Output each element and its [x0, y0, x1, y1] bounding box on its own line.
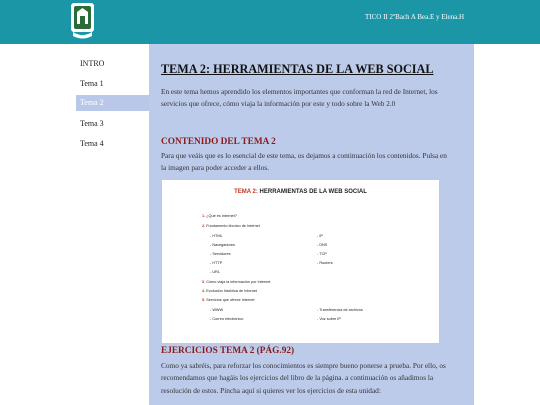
- sub-item: - TCP: [317, 252, 327, 256]
- contenido-paragraph: Para que veáis que es lo esencial de este tema, os dejamos a continuación los contenidos. Pulsa en la imagen para poder acceder a ellos.: [161, 151, 447, 173]
- contenido-heading: CONTENIDO DEL TEMA 2: [161, 137, 276, 147]
- sidebar-item-intro[interactable]: INTRO: [80, 59, 105, 68]
- ejercicios-heading: EJERCICIOS TEMA 2 (PÁG.92): [161, 346, 295, 356]
- item-number: 3.: [202, 280, 206, 284]
- item-text: Servicios que ofrece Internet: [206, 298, 255, 302]
- sub-item: - URL: [210, 270, 220, 274]
- sub-item: - Voz sobre IP: [317, 317, 341, 321]
- item-number: 4.: [202, 289, 206, 293]
- item-text: Evolución histórica de Internet: [206, 289, 258, 293]
- site-title: TICO II 2ºBach A Bea.E y Elena.H: [365, 13, 464, 21]
- sidebar-item-tema-4[interactable]: Tema 4: [80, 139, 104, 148]
- list-item: [202, 280, 270, 284]
- page-title: TEMA 2: HERRAMIENTAS DE LA WEB SOCIAL: [161, 62, 434, 76]
- sub-item: - Correo electrónico: [210, 317, 244, 321]
- item-text: ¿Qué es Internet?: [206, 214, 237, 218]
- sidebar-item-tema-2[interactable]: Tema 2: [76, 95, 149, 111]
- site-header: [0, 0, 540, 44]
- item-text: Cómo viaja la información por Internet: [206, 280, 271, 284]
- school-crest-icon[interactable]: [69, 2, 96, 41]
- sub-item: - Navegadores: [210, 243, 235, 247]
- sub-item: - HTTP: [210, 261, 223, 265]
- intro-paragraph: En este tema hemos aprendido los elementos importantes que conforman la red de Internet, los servicios que ofrece, cómo viaja la información por este y todo sobre la Web 2.0: [161, 87, 438, 109]
- list-item: [202, 214, 237, 218]
- item-text: Fundamento técnico de Internet: [206, 224, 260, 228]
- contenidos-image-link[interactable]: [161, 179, 440, 344]
- ejercicios-paragraph: Como ya sabréis, para reforzar los conocimientos es siempre bueno ponerse a prueba. Por ello, os recomendamos que hagáis los ejercicios del libro de la página. a continuación os añadimos la resolución de estos. Pincha aquí si quieres ver los ejercicios de esta unidad:: [161, 361, 446, 395]
- image-title: [162, 189, 439, 195]
- item-number: 5.: [202, 298, 206, 302]
- sidebar-nav: [66, 44, 149, 405]
- main-content: [149, 44, 474, 405]
- list-item: [202, 224, 260, 228]
- sub-item: - WWW: [210, 308, 224, 312]
- image-title-text: HERRAMIENTAS DE LA WEB SOCIAL: [259, 189, 367, 195]
- image-title-prefix: TEMA 2:: [234, 189, 258, 195]
- sub-item: - DNS: [317, 243, 328, 247]
- sub-item: - IP: [317, 234, 323, 238]
- sidebar-item-tema-3[interactable]: Tema 3: [80, 119, 104, 128]
- item-number: 2.: [202, 224, 206, 228]
- sub-item: - HTML: [210, 234, 223, 238]
- sub-item: - Routers: [317, 261, 333, 265]
- list-item: [202, 289, 257, 293]
- sidebar-item-tema-1[interactable]: Tema 1: [80, 79, 104, 88]
- list-item: [202, 298, 255, 302]
- item-number: 1.: [202, 214, 206, 218]
- sub-item: - Servidores: [210, 252, 231, 256]
- sub-item: - Transferencia de archivos: [317, 308, 363, 312]
